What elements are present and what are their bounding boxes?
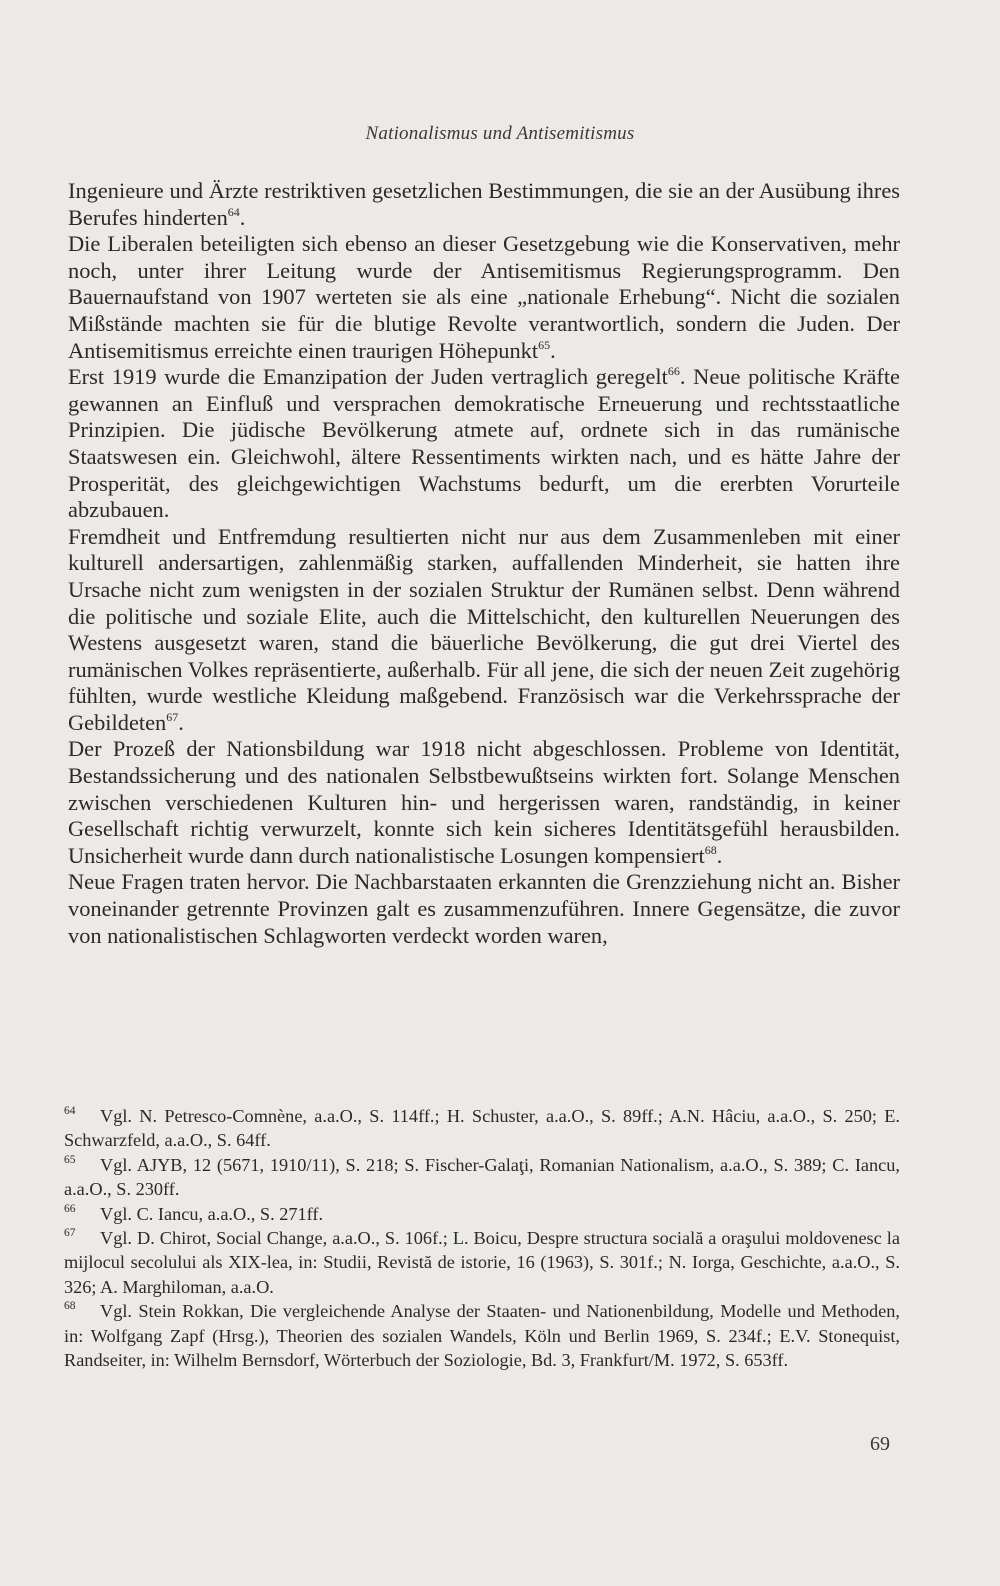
footnote: 65 Vgl. AJYB, 12 (5671, 1910/11), S. 218; S. Fischer-Galaţi, Romanian Nationalism, a.a.O., S. 389; C. Iancu, a.a.O., S. 230ff. [64,1153,900,1200]
paragraph-text: Erst 1919 wurde die Emanzipation der Juden vertraglich geregelt [68,364,668,390]
paragraph [68,869,900,949]
footnote-reference: 67 [166,709,179,724]
paragraph-text: . [178,709,184,735]
footnote-text: Vgl. N. Petresco-Comnène, a.a.O., S. 114ff.; H. Schuster, a.a.O., S. 89ff.; A.N. Hâciu, a.a.O., S. 250; E. Schwarzfeld, a.a.O., S. 64ff. [64,1106,900,1151]
footnote-reference: 66 [667,364,680,379]
footnote-reference: 68 [704,842,717,857]
footnote-text: Vgl. C. Iancu, a.a.O., S. 271ff. [100,1203,324,1224]
paragraph-text: . [239,204,246,230]
paragraph-text: Neue Fragen traten hervor. Die Nachbarstaaten erkannten die Grenzziehung nicht an. Bisher voneinander getrennte Provinzen galt es zusammenzuführen. Innere Gegensätze, die zuvor von nationalistischen Schlagworten verdeckt worden waren, [68,869,900,948]
footnote: 66 Vgl. C. Iancu, a.a.O., S. 271ff. [64,1202,324,1224]
main-text [68,178,900,949]
paragraph-text: . [550,337,556,363]
footnote-text: Vgl. D. Chirot, Social Change, a.a.O., S. 106f.; L. Boicu, Despre structura socială a oraşului moldovenesc la mijlocul secolului als XIX-lea, in: Studii, Revistă de istorie, 16 (1963), S. 301f.; N. Iorga, Geschichte, a.a.O., S. 326; A. Marghiloman, a.a.O. [64,1228,900,1297]
paragraph-text: Die Liberalen beteiligten sich ebenso an dieser Gesetzgebung wie die Konservativen, mehr noch, unter ihrer Leitung wurde der Antisemitismus Regierungsprogramm. Den Bauernaufstand von 1907 werteten sie als eine „nationale Erhebung“. Nicht die sozialen Mißstände machten sie für die blutige Revolte verantwortlich, sondern die Juden. Der Antisemitismus erreichte einen traurigen Höhepunkt [68,231,900,363]
footnote: 64 Vgl. N. Petresco-Comnène, a.a.O., S. 114ff.; H. Schuster, a.a.O., S. 89ff.; A.N. Hâciu, a.a.O., S. 250; E. Schwarzfeld, a.a.O., S. 64ff. [64,1105,900,1151]
footnote: 67 Vgl. D. Chirot, Social Change, a.a.O., S. 106f.; L. Boicu, Despre structura socială a oraşului moldovenesc la mijlocul secolului als XIX-lea, in: Studii, Revistă de istorie, 16 (1963), S. 301f.; N. Iorga, Geschichte, a.a.O., S. 326; A. Marghiloman, a.a.O. [64,1227,900,1297]
page-number: 69 [870,1433,890,1455]
paragraph [68,736,900,869]
paragraph-text: . Neue politische Kräfte gewannen an Einfluß und versprachen demokratische Erneuerung und rechtsstaatliche Prinzipien. Die jüdische Bevölkerung atmete auf, ordnete sich in das rumänische Staatswesen ein. Gleichwohl, ältere Ressentiments wirkten nach, und es hätte Jahre der Prosperität, des gleichgewichtigen Wachstums bedurft, um die ererbten Vorurteile abzubauen. [68,364,900,523]
paragraph [68,178,900,231]
paragraph-text: Fremdheit und Entfremdung resultierten nicht nur aus dem Zusammenleben mit einer kulturell andersartigen, zahlenmäßig starken, auffallenden Minderheit, sie hatten ihre Ursache nicht zum wenigsten in der sozialen Struktur der Rumänen selbst. Denn während die politische und soziale Elite, auch die Mittelschicht, den kulturellen Neuerungen des Westens ausgesetzt waren, stand die bäuerliche Bevölkerung, die gut drei Viertel des rumänischen Volkes repräsentierte, außerhalb. Für all jene, die sich der neuen Zeit zugehörig fühlten, wurde westliche Kleidung maßgebend. Französisch war die Verkehrssprache der Gebildeten [68,523,900,735]
footnote-text: Vgl. AJYB, 12 (5671, 1910/11), S. 218; S. Fischer-Galaţi, Romanian Nationalism, a.a.O., S. 389; C. Iancu, a.a.O., S. 230ff. [64,1154,900,1200]
paragraph [68,524,900,737]
paragraph-text: Ingenieure und Ärzte restriktiven gesetzlichen Bestimmungen, die sie an der Ausübung ihres Berufes hinderten [68,178,900,230]
footnotes [64,1104,900,1372]
running-title: Nationalismus und Antisemitismus [365,123,635,144]
footnote: 68 Vgl. Stein Rokkan, Die vergleichende Analyse der Staaten- und Nationenbildung, Modelle und Methoden, in: Wolfgang Zapf (Hrsg.), Theorien des sozialen Wandels, Köln und Berlin 1969, S. 234f.; E.V. Stonequist, Randseiter, in: Wilhelm Bernsdorf, Wörterbuch der Soziologie, Bd. 3, Frankfurt/M. 1972, S. 653ff. [64,1300,900,1371]
paragraph-text: . [716,842,723,868]
footnote-reference: 64 [227,204,240,219]
footnote-reference: 65 [538,337,551,352]
paragraph-text: Der Prozeß der Nationsbildung war 1918 nicht abgeschlossen. Probleme von Identität, Bestandssicherung und des nationalen Selbstbewußtseins wirkten fort. Solange Menschen zwischen verschiedenen Kulturen hin- und hergerissen waren, randständig, in keiner Gesellschaft richtig verwurzelt, konnte sich kein sicheres Identitätsgefühl herausbilden. Unsicherheit wurde dann durch nationalistische Losungen kompensiert [68,736,900,868]
paragraph [68,231,900,364]
footnote-text: Vgl. Stein Rokkan, Die vergleichende Analyse der Staaten- und Nationenbildung, Modelle und Methoden, in: Wolfgang Zapf (Hrsg.), Theorien des sozialen Wandels, Köln und Berlin 1969, S. 234f.; E.V. Stonequist, Randseiter, in: Wilhelm Bernsdorf, Wörterbuch der Soziologie, Bd. 3, Frankfurt/M. 1972, S. 653ff. [64,1301,900,1371]
paragraph [68,364,900,524]
